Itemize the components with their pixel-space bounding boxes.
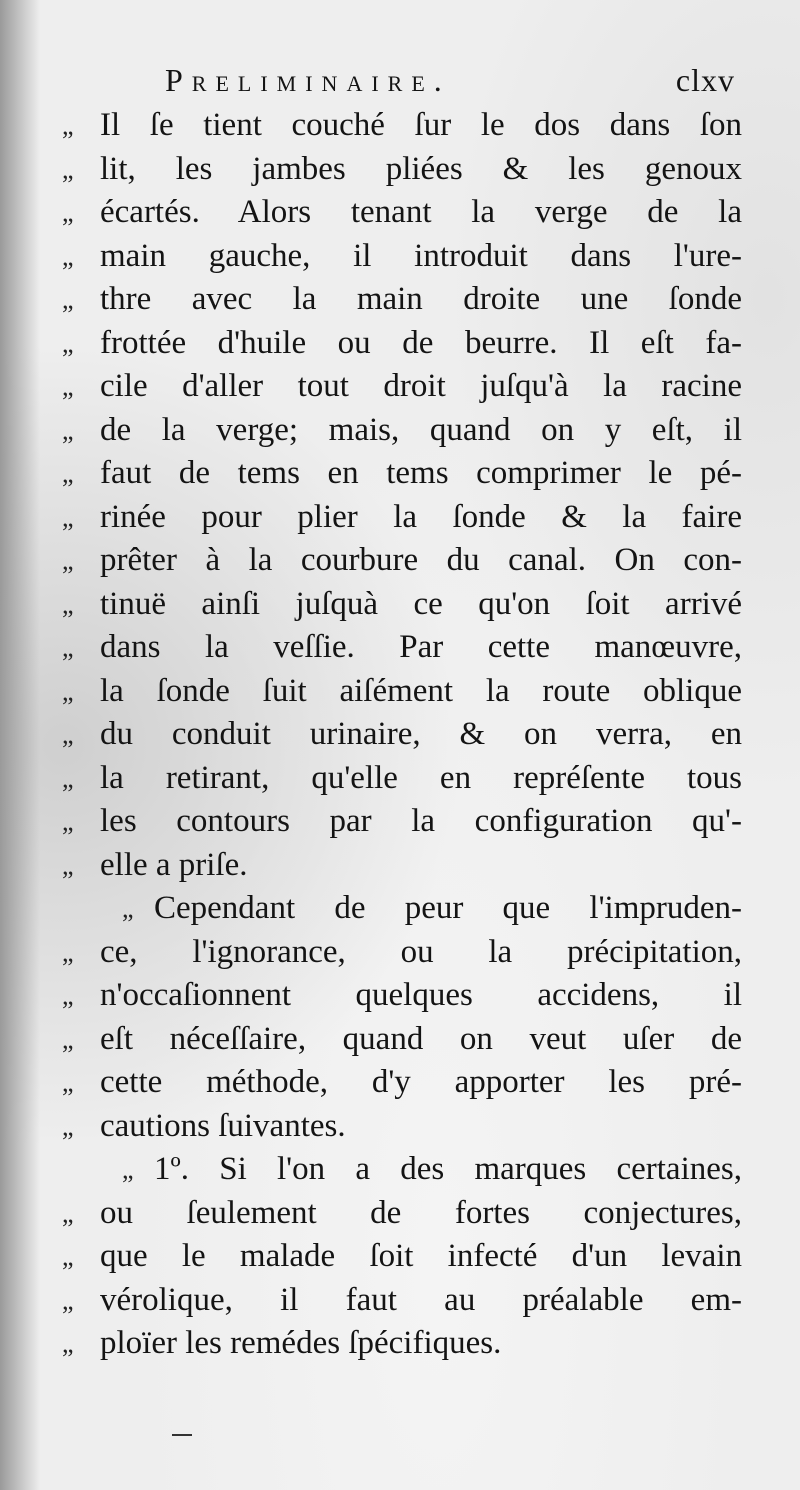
text-line (62, 1018, 742, 1062)
quote-mark: „ (62, 241, 74, 271)
quote-mark: „ (62, 1068, 74, 1097)
quote-mark: „ (62, 546, 74, 575)
body-text (62, 104, 742, 1366)
quote-mark: „ (62, 981, 74, 1010)
text-line (62, 1322, 742, 1366)
line-text: du conduit urinaire, & on verra, en (100, 716, 742, 752)
quote-mark: „ (62, 1024, 74, 1054)
line-text: n'occaſionnent quelques accidens, il (100, 977, 742, 1013)
text-line (62, 191, 742, 235)
quote-mark: „ (62, 1242, 74, 1271)
quote-mark: „ (62, 415, 74, 445)
text-line (62, 278, 742, 322)
text-line (62, 104, 742, 148)
text-line (62, 626, 742, 670)
text-line (62, 235, 742, 279)
text-line (62, 322, 742, 366)
printer-dash (172, 1434, 192, 1436)
quote-mark: „ (122, 894, 134, 923)
text-line (62, 1235, 742, 1279)
line-text: main gauche, il introduit dans l'ure- (100, 237, 742, 274)
quote-mark: „ (62, 850, 74, 880)
text-line (62, 1061, 742, 1105)
line-text: thre avec la main droite une ſonde (100, 281, 742, 317)
quote-mark: „ (62, 720, 74, 749)
line-text: eſt néceſſaire, quand on veut uſer de (100, 1020, 742, 1057)
line-text: que le malade ſoit infecté d'un levain (100, 1238, 742, 1274)
text-line (62, 452, 742, 496)
line-text: Cependant de peur que l'impruden- (154, 890, 742, 926)
text-line (62, 583, 742, 627)
quote-mark: „ (62, 372, 74, 401)
quote-mark: „ (62, 459, 74, 488)
quote-mark: „ (62, 154, 74, 184)
line-text: ploïer les remédes ſpécifiques. (100, 1325, 502, 1361)
line-text: Il ſe tient couché ſur le dos dans ſon (100, 107, 742, 143)
quote-mark: „ (62, 633, 74, 662)
text-line (62, 1279, 742, 1323)
quote-mark: „ (62, 111, 74, 140)
quote-mark: „ (62, 1285, 74, 1315)
quote-mark: „ (62, 1198, 74, 1228)
quote-mark: „ (62, 1329, 74, 1358)
text-line (62, 409, 742, 453)
line-text: cile d'aller tout droit juſqu'à la racine (100, 368, 742, 404)
text-line (62, 539, 742, 583)
quote-mark: „ (62, 763, 74, 793)
text-line (62, 931, 742, 975)
quote-mark: „ (62, 198, 74, 227)
text-line (62, 496, 742, 540)
text-line (62, 757, 742, 801)
quote-mark: „ (62, 1111, 74, 1141)
line-text: ce, l'ignorance, ou la précipitation, (100, 933, 742, 970)
quote-mark: „ (62, 589, 74, 619)
page-number: clxv (675, 62, 735, 98)
text-line (62, 365, 742, 409)
line-text: ou ſeulement de fortes conjectures, (100, 1194, 742, 1231)
line-text: vérolique, il faut au préalable em- (100, 1281, 742, 1318)
text-line (62, 1105, 742, 1149)
line-text: écartés. Alors tenant la verge de la (100, 194, 742, 230)
quote-mark: „ (122, 1155, 134, 1184)
quote-mark: „ (62, 807, 74, 836)
line-text: frottée d'huile ou de beurre. Il eſt fa- (100, 324, 742, 361)
text-line (62, 800, 742, 844)
running-head-title: Preliminaire. (165, 62, 451, 98)
running-head (165, 58, 735, 102)
text-line (62, 148, 742, 192)
line-text: les contours par la configuration qu'- (100, 803, 742, 839)
text-line (62, 1148, 742, 1192)
line-text: prêter à la courbure du canal. On con- (100, 542, 742, 578)
line-text: cette méthode, d'y apporter les pré- (100, 1064, 742, 1100)
line-text: la retirant, qu'elle en repréſente tous (100, 759, 742, 796)
line-text: lit, les jambes pliées & les genoux (100, 150, 742, 187)
line-text: rinée pour plier la ſonde & la faire (100, 498, 742, 535)
text-line (62, 844, 742, 888)
line-text: elle a priſe. (100, 846, 248, 883)
line-text: 1º. Si l'on a des marques certaines, (154, 1151, 742, 1187)
quote-mark: „ (62, 328, 74, 358)
line-text: faut de tems en tems comprimer le pé- (100, 455, 742, 491)
text-line (62, 670, 742, 714)
quote-mark: „ (62, 937, 74, 967)
line-text: la ſonde ſuit aiſément la route oblique (100, 672, 742, 709)
text-line (62, 974, 742, 1018)
line-text: dans la veſſie. Par cette manœuvre, (100, 629, 742, 665)
line-text: tinuë ainſi juſquà ce qu'on ſoit arrivé (100, 585, 742, 622)
text-line (62, 713, 742, 757)
line-text: cautions ſuivantes. (100, 1107, 346, 1144)
line-text: de la verge; mais, quand on y eſt, il (100, 411, 742, 448)
quote-mark: „ (62, 502, 74, 532)
quote-mark: „ (62, 285, 74, 314)
text-line (62, 1192, 742, 1236)
text-line (62, 887, 742, 931)
quote-mark: „ (62, 676, 74, 706)
